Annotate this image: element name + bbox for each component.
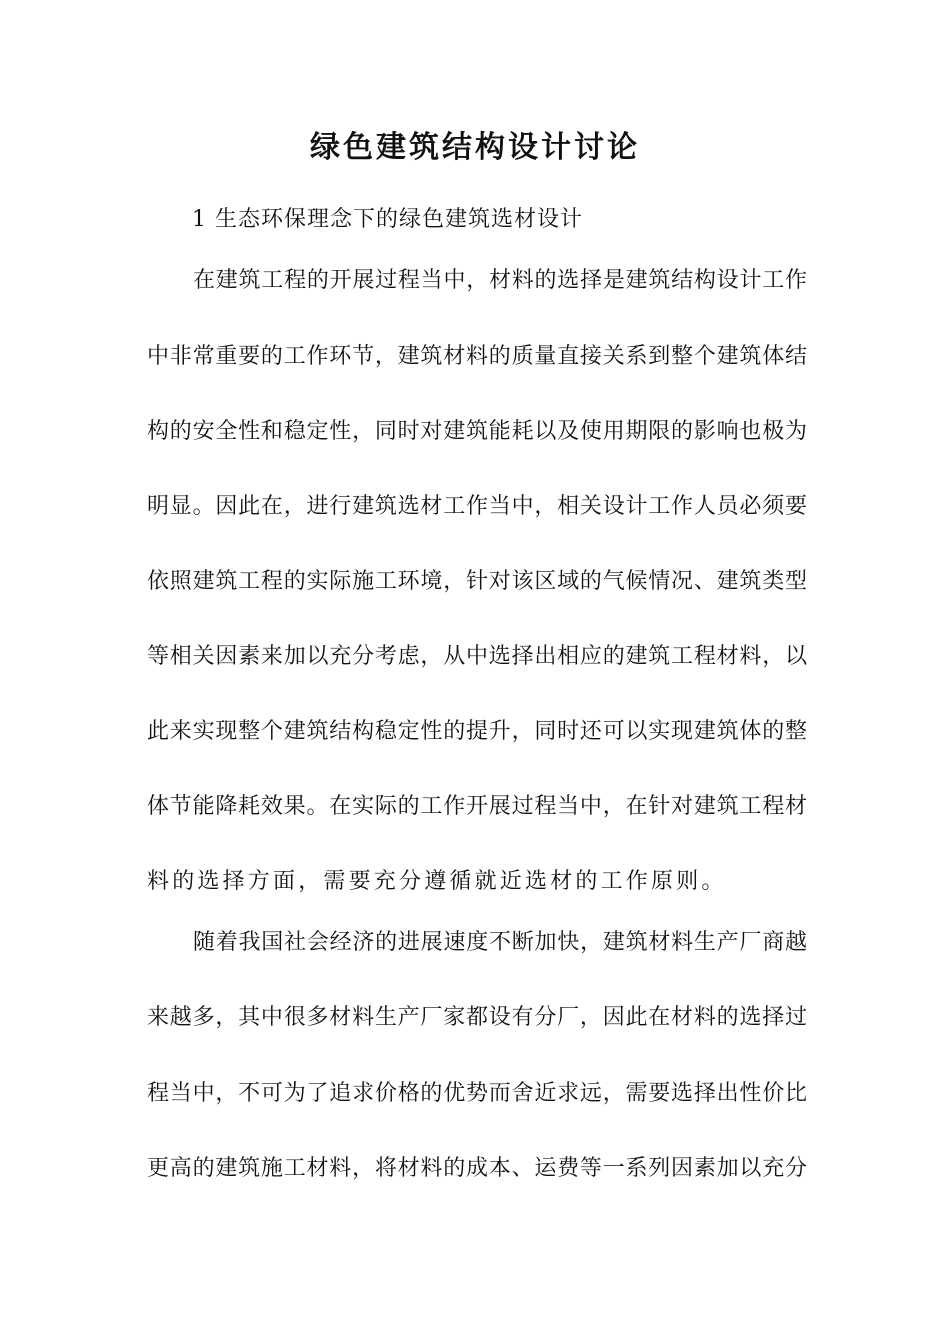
paragraph-line: 体节能降耗效果。在实际的工作开展过程当中，在针对建筑工程材 [147, 794, 807, 819]
paragraph-line: 料的选择方面，需要充分遵循就近选材的工作原则。 [147, 869, 727, 894]
paragraph-line: 等相关因素来加以充分考虑，从中选择出相应的建筑工程材料，以 [147, 644, 807, 669]
paragraph-line: 依照建筑工程的实际施工环境，针对该区域的气候情况、建筑类型 [147, 569, 807, 594]
paragraph-line: 来越多，其中很多材料生产厂家都设有分厂，因此在材料的选择过 [147, 1005, 807, 1030]
paragraph-line: 在建筑工程的开展过程当中，材料的选择是建筑结构设计工作 [193, 268, 807, 293]
paragraph-line: 构的安全性和稳定性，同时对建筑能耗以及使用期限的影响也极为 [147, 419, 807, 444]
paragraph-line: 明显。因此在，进行建筑选材工作当中，相关设计工作人员必须要 [147, 494, 807, 519]
paragraph-line: 程当中，不可为了追求价格的优势而舍近求远，需要选择出性价比 [147, 1081, 807, 1106]
paragraph-line: 中非常重要的工作环节，建筑材料的质量直接关系到整个建筑体结 [147, 344, 807, 369]
paragraph-line: 随着我国社会经济的进展速度不断加快，建筑材料生产厂商越 [193, 930, 807, 955]
document-title: 绿色建筑结构设计讨论 [310, 130, 640, 165]
section-heading: 1 生态环保理念下的绿色建筑选材设计 [192, 207, 583, 232]
paragraph-line: 更高的建筑施工材料，将材料的成本、运费等一系列因素加以充分 [147, 1156, 807, 1181]
paragraph-line: 此来实现整个建筑结构稳定性的提升，同时还可以实现建筑体的整 [147, 719, 807, 744]
